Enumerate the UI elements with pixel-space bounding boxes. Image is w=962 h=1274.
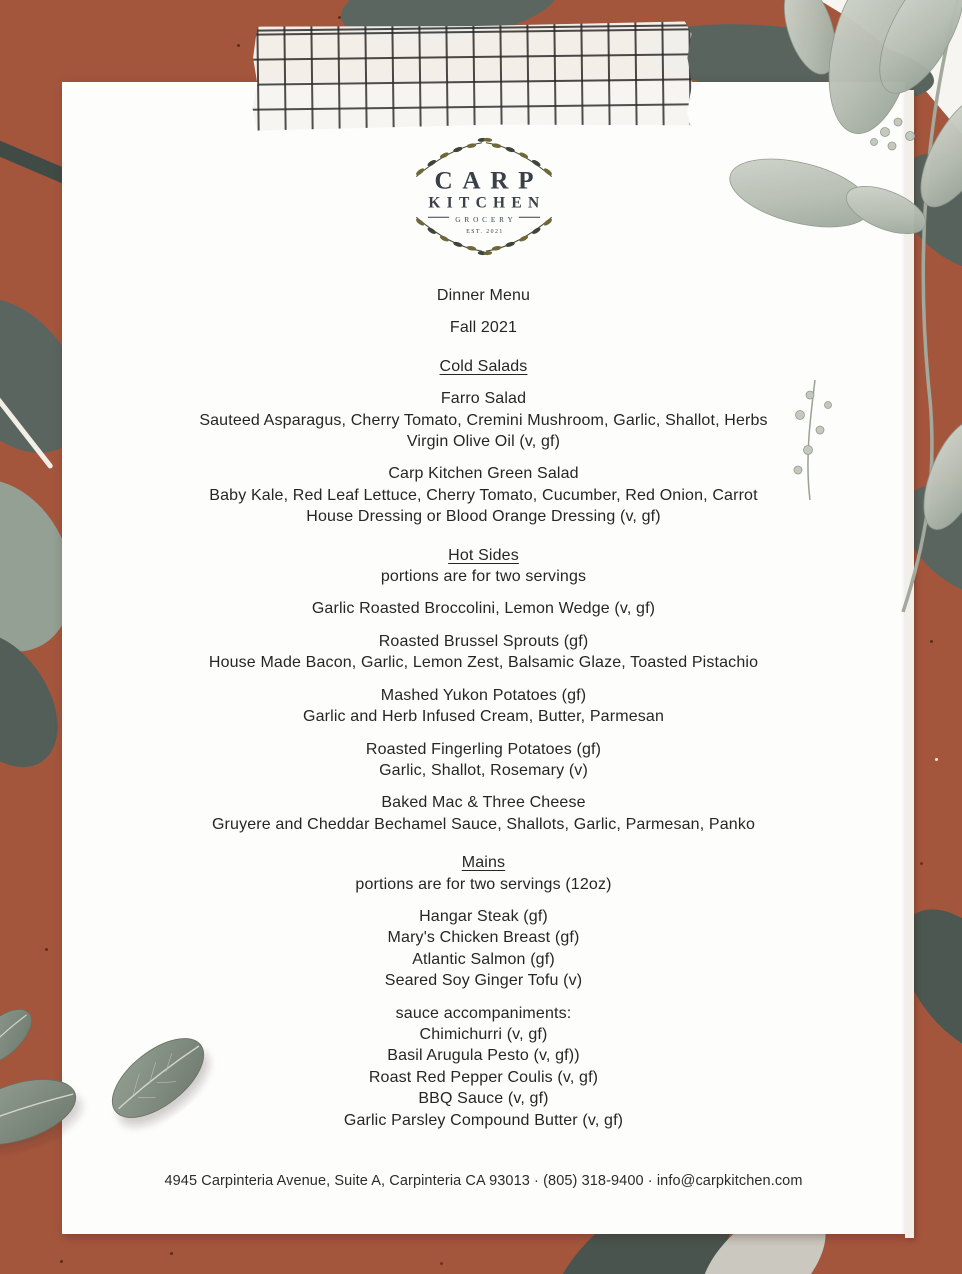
menu-season: Fall 2021 [449,319,518,337]
dish-description: House Made Bacon, Garlic, Lemon Zest, Balsamic Glaze, Toasted Pistachio [208,654,759,672]
logo-name-line2: KITCHEN [427,194,545,212]
grid-washi-tape [251,21,692,130]
dish-description: Baby Kale, Red Leaf Lettuce, Cherry Tomato, Cucumber, Red Onion, Carrot [209,486,758,504]
dish-name: Baked Mac & Three Cheese [381,794,586,812]
dish-name: Roasted Fingerling Potatoes (gf) [365,740,602,758]
section-heading-mains: Mains [461,854,506,872]
menu-title: Dinner Menu [436,287,531,304]
dish-name: Atlantic Salmon (gf) [412,950,555,968]
background-speckles [0,0,3,3]
logo-est-year: EST. 2021 [465,228,504,235]
dish-name: Mary's Chicken Breast (gf) [387,929,580,947]
dish-description: Virgin Olive Oil (v, gf) [406,433,561,451]
dish-name: Garlic Parsley Compound Butter (v, gf) [343,1111,624,1129]
menu-paper-sheet [62,82,905,1234]
dish-name: Basil Arugula Pesto (v, gf)) [387,1047,580,1065]
menu-item [62,1003,905,1131]
menu-item [62,631,905,674]
logo-laurel-illustration [404,136,564,256]
dish-name: Garlic Roasted Broccolini, Lemon Wedge (v, gf) [311,600,656,618]
menu-item [62,739,905,782]
section-heading-cold-salads: Cold Salads [439,357,528,375]
section-note: portions are for two servings (12oz) [355,875,612,893]
dish-name: Carp Kitchen Green Salad [388,465,579,483]
dish-name: Hangar Steak (gf) [419,907,548,925]
contact-footer: 4945 Carpinteria Avenue, Suite A, Carpinteria CA 93013 · (805) 318-9400 · info@carpkitchen.com [164,1172,803,1189]
menu-item [62,792,905,835]
pressed-leaf-left-small [0,1000,41,1075]
section-note: portions are for two servings [380,568,587,586]
menu-item [62,906,905,992]
dish-description: Gruyere and Cheddar Bechamel Sauce, Shallots, Garlic, Parmesan, Panko [211,815,756,833]
dish-description: House Dressing or Blood Orange Dressing (v, gf) [306,508,661,526]
dish-description: Sauteed Asparagus, Cherry Tomato, Cremini Mushroom, Garlic, Shallot, Herbs [199,411,768,429]
dish-description: Garlic, Shallot, Rosemary (v) [379,761,588,779]
dish-name: Roast Red Pepper Coulis (v, gf) [368,1068,599,1086]
logo-name-line1: CARP [434,167,543,195]
menu-item [62,598,905,619]
dish-name: Chimichurri (v, gf) [419,1025,548,1043]
dish-name: Roasted Brussel Sprouts (gf) [378,632,589,650]
dish-description: Garlic and Herb Infused Cream, Butter, Parmesan [303,708,664,726]
logo-name-line3: GROCERY [454,216,517,225]
menu-item [62,388,905,452]
dish-name: Mashed Yukon Potatoes (gf) [380,686,587,704]
restaurant-logo [404,136,564,256]
menu-item [62,463,905,527]
dish-name: Farro Salad [440,390,527,408]
menu-content [62,82,905,1234]
section-heading-hot-sides: Hot Sides [448,546,519,564]
dish-name: BBQ Sauce (v, gf) [418,1090,549,1108]
menu-item [62,685,905,728]
dish-name: Seared Soy Ginger Tofu (v) [384,972,583,990]
dish-description: sauce accompaniments: [395,1004,572,1022]
